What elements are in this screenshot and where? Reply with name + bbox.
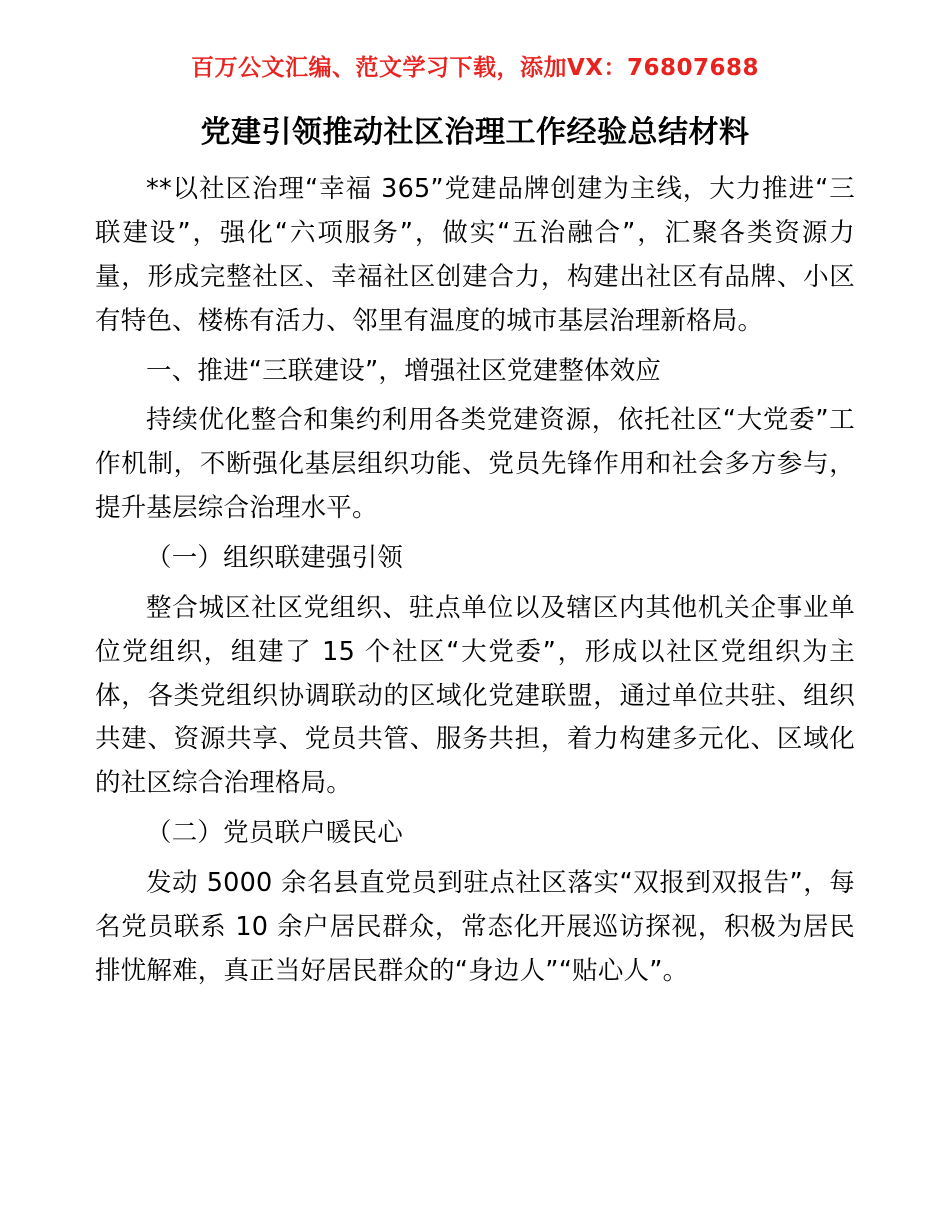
- promo-banner-text: 百万公文汇编、范文学习下载，添加VX：76807688: [190, 55, 760, 81]
- paragraph-subsection1-1-body: 整合城区社区党组织、驻点单位以及辖区内其他机关企事业单位党组织，组建了 15 个社区“大党委”，形成以社区党组织为主体，各类党组织协调联动的区域化党建联盟，通过单位共驻、组织共建、资源共享、党员共管、服务共担，着力构建多元化、区域化的社区综合治理格局。: [95, 592, 855, 799]
- section-heading-1: 一、推进“三联建设”，增强社区党建整体效应: [146, 355, 662, 386]
- subsection-heading-1-1: （一）组织联建强引领: [146, 542, 404, 573]
- paragraph-section1-body: 持续优化整合和集约利用各类党建资源，依托社区“大党委”工作机制，不断强化基层组织功能、党员先锋作用和社会多方参与，提升基层综合治理水平。: [95, 405, 855, 524]
- subsection-heading-1-2: （二）党员联户暖民心: [146, 818, 404, 849]
- page-title: 党建引领推动社区治理工作经验总结材料: [200, 114, 750, 150]
- paragraph-intro: **以社区治理“幸福 365”党建品牌创建为主线，大力推进“三联建设”，强化“六项服务”，做实“五治融合”，汇聚各类资源力量，形成完整社区、幸福社区创建合力，构建出社区有品牌、小区有特色、楼栋有活力、邻里有温度的城市基层治理新格局。: [95, 174, 855, 336]
- paragraph-subsection1-2-body: 发动 5000 余名县直党员到驻点社区落实“双报到双报告”，每名党员联系 10 余户居民群众，常态化开展巡访探视，积极为居民排忧解难，真正当好居民群众的“身边人”“贴心人”。: [95, 867, 855, 986]
